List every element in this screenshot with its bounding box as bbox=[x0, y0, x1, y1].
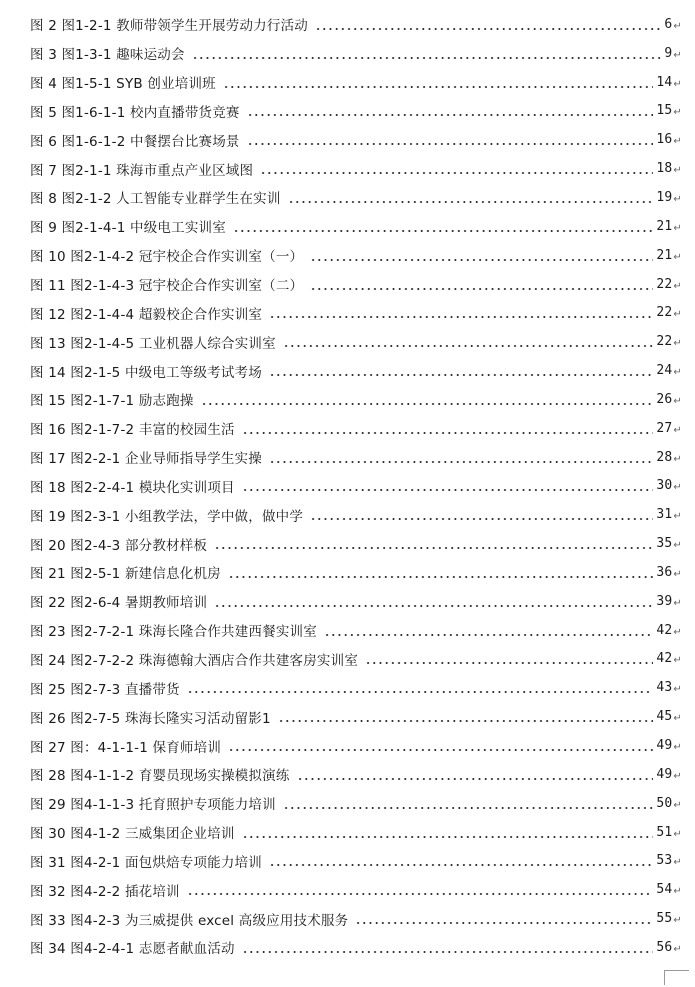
toc-entry-page-number: 51 bbox=[656, 824, 673, 840]
toc-entry-page-number: 16 bbox=[656, 132, 673, 148]
toc-entry[interactable] bbox=[30, 385, 682, 414]
toc-entry-page-number: 18 bbox=[656, 161, 673, 177]
paragraph-mark-icon: ↵ bbox=[673, 453, 682, 465]
toc-entry-page-number: 6 bbox=[664, 16, 673, 32]
toc-entry-page-number: 45 bbox=[656, 709, 673, 725]
dot-leader bbox=[192, 57, 662, 59]
toc-entry-label: 图 22 图2-6-4 暑期教师培训 bbox=[30, 591, 211, 611]
paragraph-mark-icon: ↵ bbox=[673, 338, 682, 350]
toc-entry-label: 图 15 图2-1-7-1 励志跑操 bbox=[30, 389, 198, 409]
dot-leader bbox=[355, 922, 653, 924]
toc-entry-page-number: 30 bbox=[656, 478, 673, 494]
toc-entry[interactable] bbox=[30, 904, 682, 933]
dot-leader bbox=[214, 605, 653, 607]
dot-leader bbox=[247, 114, 654, 116]
toc-entry[interactable] bbox=[30, 818, 682, 847]
dot-leader bbox=[187, 893, 654, 895]
toc-entry-label: 图 4 图1-5-1 SYB 创业培训班 bbox=[30, 72, 220, 92]
toc-entry-page-number: 14 bbox=[656, 74, 673, 90]
paragraph-mark-icon: ↵ bbox=[673, 20, 682, 32]
toc-entry[interactable] bbox=[30, 529, 682, 558]
toc-entry-page-number: 49 bbox=[656, 766, 673, 782]
toc-entry[interactable] bbox=[30, 443, 682, 472]
toc-entry-page-number: 15 bbox=[656, 103, 673, 119]
toc-entry-label: 图 17 图2-2-1 企业导师指导学生实操 bbox=[30, 447, 266, 467]
paragraph-mark-icon: ↵ bbox=[673, 568, 682, 580]
toc-entry[interactable] bbox=[30, 327, 682, 356]
dot-leader bbox=[242, 836, 654, 838]
toc-entry[interactable] bbox=[30, 97, 682, 126]
paragraph-mark-icon: ↵ bbox=[673, 367, 682, 379]
dot-leader bbox=[242, 489, 654, 491]
toc-entry-page-number: 9 bbox=[664, 45, 673, 61]
toc-entry[interactable] bbox=[30, 212, 682, 241]
dot-leader bbox=[310, 259, 653, 261]
toc-entry-label: 图 31 图4-2-1 面包烘焙专项能力培训 bbox=[30, 851, 266, 871]
toc-entry-label: 图 32 图4-2-2 插花培训 bbox=[30, 880, 184, 900]
toc-entry[interactable] bbox=[30, 298, 682, 327]
toc-entry[interactable] bbox=[30, 68, 682, 97]
toc-entry-page-number: 22 bbox=[656, 305, 673, 321]
dot-leader bbox=[269, 461, 653, 463]
toc-entry-label: 图 9 图2-1-4-1 中级电工实训室 bbox=[30, 216, 230, 236]
toc-entry[interactable] bbox=[30, 846, 682, 875]
toc-entry[interactable] bbox=[30, 472, 682, 501]
toc-entry-page-number: 53 bbox=[656, 853, 673, 869]
figure-table-of-contents bbox=[30, 10, 682, 962]
toc-entry-label: 图 5 图1-6-1-1 校内直播带货竞赛 bbox=[30, 101, 244, 121]
toc-entry-label: 图 33 图4-2-3 为三威提供 excel 高级应用技术服务 bbox=[30, 909, 352, 929]
toc-entry-page-number: 39 bbox=[656, 593, 673, 609]
toc-entry[interactable] bbox=[30, 789, 682, 818]
paragraph-mark-icon: ↵ bbox=[673, 713, 682, 725]
toc-entry-label: 图 12 图2-1-4-4 超毅校企合作实训室 bbox=[30, 303, 266, 323]
dot-leader bbox=[297, 778, 654, 780]
toc-entry-page-number: 31 bbox=[656, 507, 673, 523]
dot-leader bbox=[228, 576, 653, 578]
toc-entry-page-number: 24 bbox=[656, 363, 673, 379]
toc-entry-label: 图 34 图4-2-4-1 志愿者献血活动 bbox=[30, 937, 239, 957]
toc-entry-page-number: 21 bbox=[656, 218, 673, 234]
paragraph-mark-icon: ↵ bbox=[673, 684, 682, 696]
paragraph-mark-icon: ↵ bbox=[673, 886, 682, 898]
toc-entry[interactable] bbox=[30, 616, 682, 645]
dot-leader bbox=[283, 345, 654, 347]
toc-entry-page-number: 26 bbox=[656, 391, 673, 407]
dot-leader bbox=[247, 143, 654, 145]
dot-leader bbox=[269, 864, 653, 866]
dot-leader bbox=[201, 403, 654, 405]
paragraph-mark-icon: ↵ bbox=[673, 395, 682, 407]
paragraph-mark-icon: ↵ bbox=[673, 915, 682, 927]
toc-entry-label: 图 6 图1-6-1-2 中餐摆台比赛场景 bbox=[30, 130, 244, 150]
toc-entry-page-number: 43 bbox=[656, 680, 673, 696]
toc-entry-page-number: 50 bbox=[656, 795, 673, 811]
dot-leader bbox=[283, 807, 654, 809]
toc-entry-label: 图 23 图2-7-2-1 珠海长隆合作共建西餐实训室 bbox=[30, 620, 321, 640]
toc-entry[interactable] bbox=[30, 270, 682, 299]
dot-leader bbox=[269, 374, 653, 376]
paragraph-mark-icon: ↵ bbox=[673, 309, 682, 321]
toc-entry-page-number: 54 bbox=[656, 882, 673, 898]
paragraph-mark-icon: ↵ bbox=[673, 655, 682, 667]
dot-leader bbox=[242, 951, 654, 953]
dot-leader bbox=[233, 230, 653, 232]
toc-entry-label: 图 20 图2-4-3 部分教材样板 bbox=[30, 534, 211, 554]
toc-entry-label: 图 24 图2-7-2-2 珠海德翰大酒店合作共建客房实训室 bbox=[30, 649, 362, 669]
toc-entry[interactable] bbox=[30, 414, 682, 443]
toc-entry-label: 图 16 图2-1-7-2 丰富的校园生活 bbox=[30, 418, 239, 438]
toc-entry[interactable] bbox=[30, 673, 682, 702]
paragraph-mark-icon: ↵ bbox=[673, 828, 682, 840]
toc-entry[interactable] bbox=[30, 645, 682, 674]
toc-entry-page-number: 28 bbox=[656, 449, 673, 465]
toc-entry[interactable] bbox=[30, 154, 682, 183]
toc-entry-page-number: 49 bbox=[656, 738, 673, 754]
toc-entry-label: 图 26 图2-7-5 珠海长隆实习活动留影1 bbox=[30, 707, 275, 727]
dot-leader bbox=[310, 288, 653, 290]
toc-entry-page-number: 36 bbox=[656, 564, 673, 580]
paragraph-mark-icon: ↵ bbox=[673, 165, 682, 177]
toc-entry-label: 图 8 图2-1-2 人工智能专业群学生在实训 bbox=[30, 187, 285, 207]
dot-leader bbox=[365, 662, 653, 664]
paragraph-mark-icon: ↵ bbox=[673, 511, 682, 523]
toc-entry-page-number: 22 bbox=[656, 276, 673, 292]
toc-entry-page-number: 19 bbox=[656, 189, 673, 205]
paragraph-mark-icon: ↵ bbox=[673, 799, 682, 811]
dot-leader bbox=[324, 634, 653, 636]
paragraph-mark-icon: ↵ bbox=[673, 193, 682, 205]
toc-entry[interactable] bbox=[30, 39, 682, 68]
dot-leader bbox=[278, 720, 654, 722]
paragraph-mark-icon: ↵ bbox=[673, 280, 682, 292]
paragraph-mark-icon: ↵ bbox=[673, 742, 682, 754]
toc-entry-label: 图 7 图2-1-1 珠海市重点产业区域图 bbox=[30, 159, 257, 179]
paragraph-mark-icon: ↵ bbox=[673, 770, 682, 782]
toc-entry-page-number: 42 bbox=[656, 622, 673, 638]
toc-entry-label: 图 11 图2-1-4-3 冠宇校企合作实训室（二） bbox=[30, 274, 307, 294]
dot-leader bbox=[187, 691, 654, 693]
toc-entry-page-number: 56 bbox=[656, 939, 673, 955]
paragraph-mark-icon: ↵ bbox=[673, 424, 682, 436]
toc-entry[interactable] bbox=[30, 587, 682, 616]
paragraph-mark-icon: ↵ bbox=[673, 943, 682, 955]
dot-leader bbox=[214, 547, 653, 549]
toc-entry-label: 图 29 图4-1-1-3 托育照护专项能力培训 bbox=[30, 793, 280, 813]
dot-leader bbox=[269, 316, 653, 318]
toc-entry-label: 图 25 图2-7-3 直播带货 bbox=[30, 678, 184, 698]
paragraph-mark-icon: ↵ bbox=[673, 49, 682, 61]
toc-entry[interactable] bbox=[30, 702, 682, 731]
paragraph-mark-icon: ↵ bbox=[673, 482, 682, 494]
dot-leader bbox=[288, 201, 654, 203]
toc-entry[interactable] bbox=[30, 10, 682, 39]
toc-entry-label: 图 21 图2-5-1 新建信息化机房 bbox=[30, 562, 225, 582]
toc-entry-label: 图 14 图2-1-5 中级电工等级考试考场 bbox=[30, 361, 266, 381]
dot-leader bbox=[315, 28, 661, 30]
paragraph-mark-icon: ↵ bbox=[673, 597, 682, 609]
toc-entry[interactable] bbox=[30, 241, 682, 270]
toc-entry-page-number: 27 bbox=[656, 420, 673, 436]
toc-entry[interactable] bbox=[30, 558, 682, 587]
toc-entry-label: 图 10 图2-1-4-2 冠宇校企合作实训室（一） bbox=[30, 245, 307, 265]
toc-entry[interactable] bbox=[30, 933, 682, 962]
paragraph-mark-icon: ↵ bbox=[673, 251, 682, 263]
toc-entry-page-number: 21 bbox=[656, 247, 673, 263]
paragraph-mark-icon: ↵ bbox=[673, 857, 682, 869]
toc-entry-page-number: 55 bbox=[656, 911, 673, 927]
toc-entry[interactable] bbox=[30, 875, 682, 904]
dot-leader bbox=[310, 518, 653, 520]
toc-entry-label: 图 2 图1-2-1 教师带领学生开展劳动力行活动 bbox=[30, 14, 312, 34]
toc-entry-page-number: 22 bbox=[656, 334, 673, 350]
toc-entry[interactable] bbox=[30, 356, 682, 385]
toc-entry-label: 图 18 图2-2-4-1 模块化实训项目 bbox=[30, 476, 239, 496]
toc-entry-label: 图 3 图1-3-1 趣味运动会 bbox=[30, 43, 189, 63]
toc-entry[interactable] bbox=[30, 760, 682, 789]
toc-entry-label: 图 27 图：4-1-1-1 保育师培训 bbox=[30, 736, 225, 756]
toc-entry-page-number: 42 bbox=[656, 651, 673, 667]
paragraph-mark-icon: ↵ bbox=[673, 222, 682, 234]
toc-entry-label: 图 30 图4-1-2 三威集团企业培训 bbox=[30, 822, 239, 842]
toc-entry[interactable] bbox=[30, 500, 682, 529]
toc-entry[interactable] bbox=[30, 731, 682, 760]
paragraph-mark-icon: ↵ bbox=[673, 107, 682, 119]
toc-entry-label: 图 19 图2-3-1 小组教学法，学中做，做中学 bbox=[30, 505, 307, 525]
dot-leader bbox=[228, 749, 653, 751]
paragraph-mark-icon: ↵ bbox=[673, 626, 682, 638]
toc-entry[interactable] bbox=[30, 183, 682, 212]
paragraph-mark-icon: ↵ bbox=[673, 540, 682, 552]
toc-entry-page-number: 35 bbox=[656, 536, 673, 552]
dot-leader bbox=[223, 86, 654, 88]
toc-entry-label: 图 28 图4-1-1-2 育婴员现场实操模拟演练 bbox=[30, 764, 294, 784]
dot-leader bbox=[260, 172, 653, 174]
dot-leader bbox=[242, 432, 654, 434]
toc-entry[interactable] bbox=[30, 125, 682, 154]
toc-entry-label: 图 13 图2-1-4-5 工业机器人综合实训室 bbox=[30, 332, 280, 352]
paragraph-mark-icon: ↵ bbox=[673, 136, 682, 148]
page-corner-mark bbox=[664, 970, 689, 985]
paragraph-mark-icon: ↵ bbox=[673, 78, 682, 90]
